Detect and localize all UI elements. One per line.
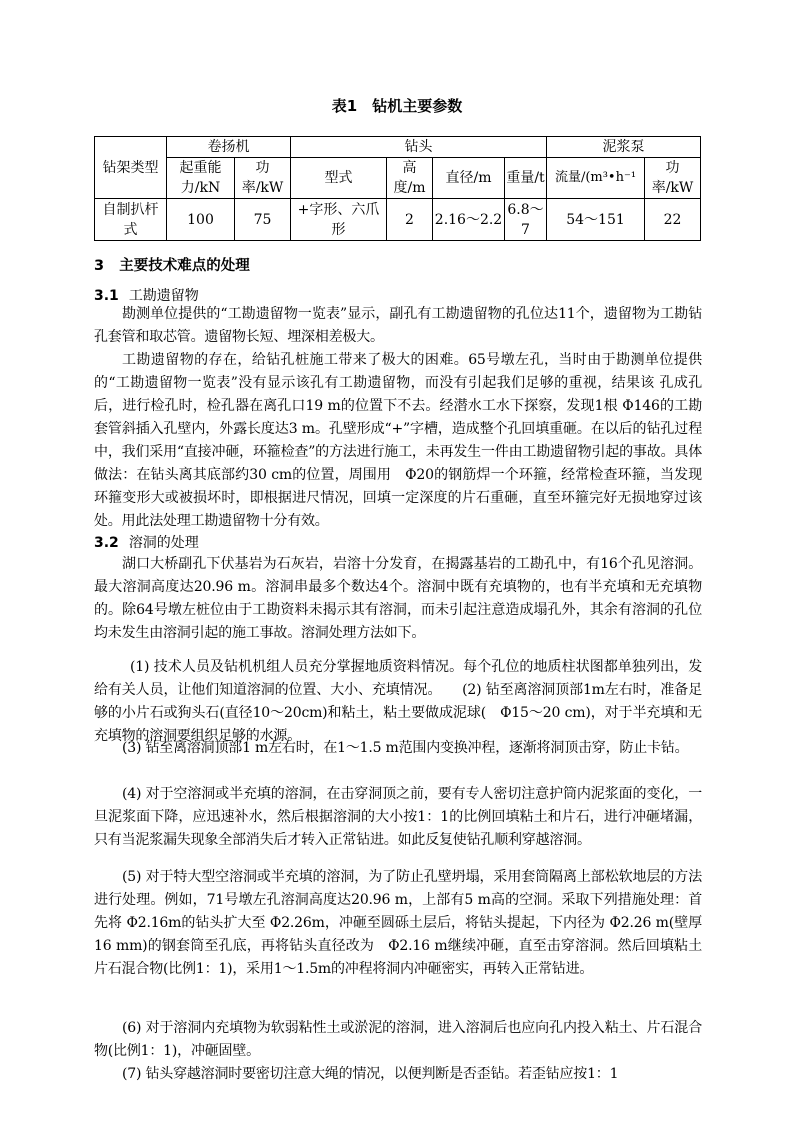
- cell-winch-power: 75: [235, 199, 291, 241]
- header-bit-type: 型式: [291, 158, 387, 199]
- drill-parameters-table: [94, 136, 701, 241]
- table-row: [95, 199, 701, 241]
- subsection-3-2-title: 溶洞的处理: [128, 535, 199, 551]
- item-7: (7) 钻头穿越溶洞时要密切注意大绳的情况，以便判断是否歪钻。若歪钻应按1：1: [122, 1066, 619, 1082]
- item-6: (6) 对于溶洞内充填物为软弱粘性土或淤泥的溶洞，进入溶洞后也应向孔内投入粘土、片石混合物(比例1：1)，冲砸固壁。: [94, 1020, 702, 1059]
- subsection-3-1-title: 工勘遗留物: [128, 288, 199, 304]
- cell-bit-diameter: 2.16～2.2: [433, 199, 505, 241]
- header-bit: 钻头: [291, 137, 547, 158]
- cell-bit-height: 2: [387, 199, 433, 241]
- section-3-heading: [94, 256, 250, 276]
- header-pump-flow: 流量/(m³•h⁻¹: [547, 158, 645, 199]
- paragraph-3-1-2: 工勘遗留物的存在，给钻孔桩施工带来了极大的困难。65号墩左孔，当时由于勘测单位提供的“工勘遗留物一览表”没有显示该孔有工勘遗留物，而没有引起我们足够的重视，结果该 孔成孔后，进行检孔时，检孔器在离孔口19 m的位置下不去。经潜水工水下探察，发现1根 Φ146的工勘套管斜插入孔壁内，外露长度达3 m。孔壁形成“+”字槽，造成整个孔回填重砸。在以后的钻孔过程中，我们采用“直接冲砸，环箍检查”的方法进行施工，未再发生一件由工勘遗留物引起的事故。具体做法：在钻头离其底部约30 cm的位置，周围用 Φ20的钢筋焊一个环箍，经常检查环箍，当发现环箍变形大或被损坏时，即根据进尺情况，回填一定深度的片石重砸，直至环箍完好无损地穿过该处。用此法处理工勘遗留物十分有效。: [94, 352, 702, 529]
- cell-bit-weight: 6.8～7: [505, 199, 547, 241]
- cell-winch-capacity: 100: [167, 199, 235, 241]
- header-pump: 泥浆泵: [547, 137, 701, 158]
- header-winch-capacity: 起重能力/kN: [167, 158, 235, 199]
- paragraph-3-1-1: 勘测单位提供的“工勘遗留物一览表”显示，副孔有工勘遗留物的孔位达11个，遗留物为工勘钻孔套管和取芯管。遗留物长短、埋深相差极大。: [94, 306, 702, 345]
- item-1-2: (1) 技术人员及钻机机组人员充分掌握地质资料情况。每个孔位的地质柱状图都单独列出，发给有关人员，让他们知道溶洞的位置、大小、充填情况。 (2) 钻至离溶洞顶部1m左右时，准备足够的小片石或狗头石(直径10～20cm)和粘土，粘土要做成泥球( Φ15～20 cm)，对于半充填和无充填物的溶洞要组织足够的水源。: [94, 659, 702, 744]
- cell-frame: 自制扒杆式: [95, 199, 167, 241]
- cell-bit-type: +字形、六爪形: [291, 199, 387, 241]
- header-winch-power: 功率/kW: [235, 158, 291, 199]
- header-bit-height: 高度/m: [387, 158, 433, 199]
- section-3-title: 主要技术难点的处理: [119, 258, 250, 274]
- cell-pump-power: 22: [645, 199, 701, 241]
- subsection-3-1-number: 3.1: [94, 288, 119, 304]
- header-frame-type: 钻架类型: [95, 137, 167, 199]
- header-bit-diameter: 直径/m: [433, 158, 505, 199]
- item-5: (5) 对于特大型空溶洞或半充填的溶洞，为了防止孔壁坍塌，采用套筒隔离上部松软地层的方法进行处理。例如，71号墩左孔溶洞高度达20.96 m，上部有5 m高的空洞。采取下列措施处理：首先将 Φ2.16m的钻头扩大至 Φ2.26m，冲砸至圆砾土层后，将钻头提起，下内径为 Φ2.26 m(壁厚16 mm)的钢套筒至孔底，再将钻头直径改为 Φ2.16 m继续冲砸，直至击穿溶洞。然后回填粘土片石混合物(比例1：1)，采用1～1.5m的冲程将洞内冲砸密实，再转入正常钻进。: [94, 869, 702, 977]
- paragraph-3-2-1: 湖口大桥副孔下伏基岩为石灰岩，岩溶十分发育，在揭露基岩的工勘孔中，有16个孔见溶洞。最大溶洞高度达20.96 m。溶洞串最多个数达4个。溶洞中既有充填物的，也有半充填和无充填物的。除64号墩左桩位由于工勘资料未揭示其有溶洞，而未引起注意造成塌孔外，其余有溶洞的孔位均未发生由溶洞引起的施工事故。溶洞处理方法如下。: [94, 556, 702, 641]
- header-winch: 卷扬机: [167, 137, 291, 158]
- item-3: (3) 钻至离溶洞顶部1 m左右时，在1～1.5 m范围内变换冲程，逐渐将洞顶击穿，防止卡钻。: [122, 740, 689, 756]
- header-bit-weight: 重量/t: [505, 158, 547, 199]
- header-pump-power: 功率/kW: [645, 158, 701, 199]
- item-4: (4) 对于空溶洞或半充填的溶洞，在击穿洞顶之前，要有专人密切注意护筒内泥浆面的变化，一旦泥浆面下降，应迅速补水，然后根据溶洞的大小按1：1的比例回填粘土和片石，进行冲砸堵漏，只有当泥浆漏失现象全部消失后才转入正常钻进。如此反复使钻孔顺利穿越溶洞。: [94, 786, 702, 848]
- subsection-3-2-heading: [94, 533, 199, 553]
- subsection-3-2-number: 3.2: [94, 535, 119, 551]
- cell-pump-flow: 54～151: [547, 199, 645, 241]
- table-title: 表1 钻机主要参数: [331, 97, 463, 115]
- section-3-number: 3: [94, 258, 105, 274]
